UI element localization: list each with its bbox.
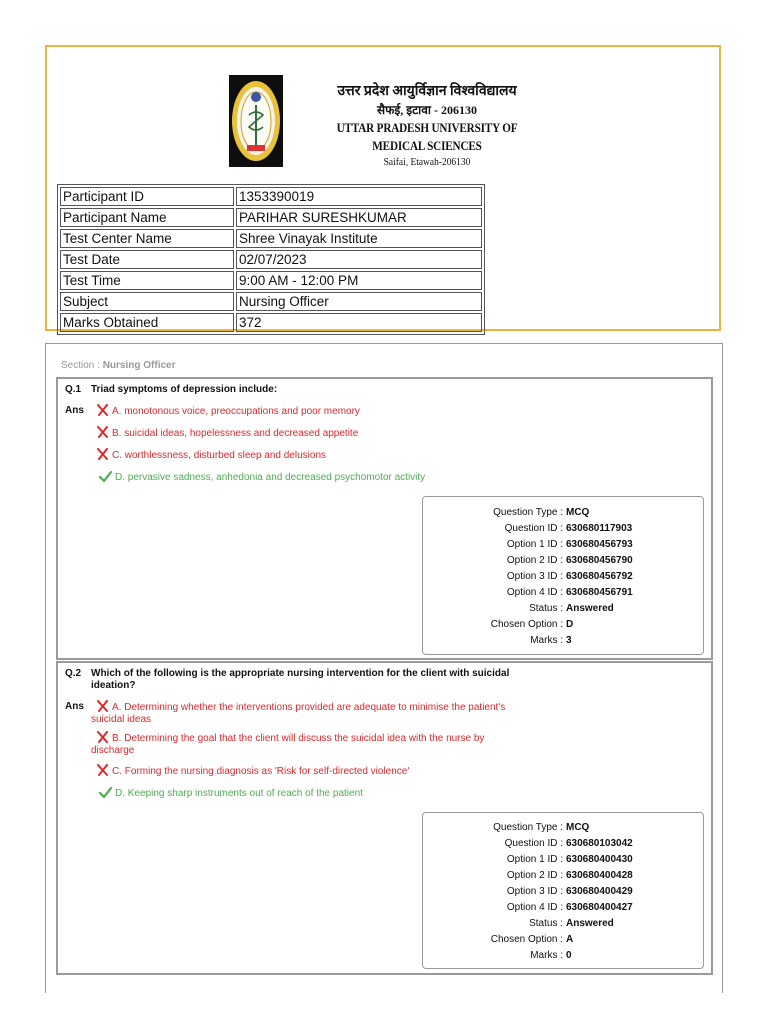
option-d [99, 470, 425, 484]
meta-label: Question Type : [493, 507, 563, 518]
meta-value: D [566, 619, 574, 630]
meta-row [423, 555, 703, 567]
meta-value: Answered [566, 918, 614, 929]
meta-label: Status : [529, 603, 563, 614]
question-number: Q.2 [65, 668, 82, 679]
meta-row [423, 854, 703, 866]
meta-row [423, 635, 703, 647]
meta-row [423, 950, 703, 962]
question-card-2 [56, 661, 713, 975]
section-label [61, 360, 176, 371]
option-a [96, 404, 360, 418]
info-label: Test Date [60, 250, 234, 269]
question-text: Which of the following is the appropriate nursing intervention for the client with suicidal ideation? [91, 668, 510, 691]
option-text: D. pervasive sadness, anhedonia and decreased psychomotor activity [115, 472, 426, 483]
option-c [96, 448, 326, 462]
meta-value: 630680456793 [566, 539, 633, 550]
meta-value: A [566, 934, 574, 945]
info-label: Marks Obtained [60, 313, 234, 332]
info-value: 02/07/2023 [236, 250, 482, 269]
meta-label: Status : [529, 918, 563, 929]
meta-row [423, 619, 703, 631]
meta-row [423, 886, 703, 898]
section-name: Nursing Officer [102, 360, 176, 371]
meta-value: 630680400429 [566, 886, 633, 897]
option-b [96, 426, 358, 440]
participant-info-table [57, 184, 485, 335]
info-label: Test Time [60, 271, 234, 290]
meta-label: Question Type : [493, 822, 563, 833]
meta-label: Chosen Option : [490, 619, 563, 630]
table-row [60, 229, 482, 248]
info-value: Nursing Officer [236, 292, 482, 311]
meta-row [423, 822, 703, 834]
info-value: 9:00 AM - 12:00 PM [236, 271, 482, 290]
meta-value: 630680400428 [566, 870, 633, 881]
option-text: A. Determining whether the interventions provided are adequate to minimise the patient's suicidal ideas [91, 702, 506, 725]
table-row [60, 292, 482, 311]
meta-row [423, 507, 703, 519]
meta-label: Option 3 ID : [506, 571, 563, 582]
meta-row [423, 603, 703, 615]
table-row [60, 208, 482, 227]
cross-icon [96, 426, 109, 438]
header-card [45, 45, 721, 331]
meta-value: 3 [566, 635, 572, 646]
cross-icon [96, 448, 109, 460]
meta-label: Option 1 ID : [506, 539, 563, 550]
option-c [96, 764, 409, 778]
option-b [91, 731, 521, 757]
ans-label: Ans [65, 701, 84, 712]
meta-label: Option 2 ID : [506, 870, 563, 881]
cross-icon [96, 731, 109, 743]
meta-row [423, 918, 703, 930]
meta-value: 630680400427 [566, 902, 633, 913]
info-value: 372 [236, 313, 482, 332]
meta-label: Option 3 ID : [506, 886, 563, 897]
university-english-address: Saifai, Etawah-206130 [383, 156, 471, 168]
info-label: Subject [60, 292, 234, 311]
meta-label: Option 4 ID : [506, 902, 563, 913]
meta-label: Question ID : [504, 838, 563, 849]
option-d [99, 786, 363, 800]
question-meta-box [422, 812, 704, 969]
meta-row [423, 934, 703, 946]
university-hindi-name: उत्तर प्रदेश आयुर्विज्ञान विश्वविद्यालय [337, 84, 517, 99]
option-text: B. Determining the goal that the client will discuss the suicidal idea with the nurse by discharge [91, 733, 485, 756]
meta-row [423, 870, 703, 882]
meta-label: Marks : [530, 635, 563, 646]
meta-row [423, 902, 703, 914]
meta-value: 630680400430 [566, 854, 633, 865]
info-value: PARIHAR SURESHKUMAR [236, 208, 482, 227]
university-english-name: UTTAR PRADESH UNIVERSITY OF MEDICAL SCIENCES [336, 120, 518, 153]
meta-label: Option 4 ID : [506, 587, 563, 598]
meta-label: Marks : [530, 950, 563, 961]
check-icon [99, 470, 112, 482]
option-text: A. monotonous voice, preoccupations and poor memory [112, 406, 360, 417]
meta-row [423, 571, 703, 583]
question-card-1 [56, 377, 713, 660]
university-hindi-address: सैफई, इटावा - 206130 [376, 103, 478, 117]
meta-value: 0 [566, 950, 572, 961]
cross-icon [96, 764, 109, 776]
info-label: Participant Name [60, 208, 234, 227]
meta-value: 630680456791 [566, 587, 633, 598]
table-row [60, 187, 482, 206]
university-heading [297, 83, 557, 169]
meta-value: 630680456790 [566, 555, 633, 566]
option-text: C. worthlessness, disturbed sleep and delusions [112, 450, 327, 461]
question-text: Triad symptoms of depression include: [91, 384, 278, 395]
section-container [45, 343, 723, 993]
cross-icon [96, 404, 109, 416]
table-row [60, 271, 482, 290]
meta-value: 630680117903 [566, 523, 633, 534]
meta-row [423, 523, 703, 535]
info-value: 1353390019 [236, 187, 482, 206]
option-text: C. Forming the nursing diagnosis as 'Risk for self-directed violence' [112, 766, 410, 777]
meta-label: Option 1 ID : [506, 854, 563, 865]
meta-label: Option 2 ID : [506, 555, 563, 566]
table-row [60, 250, 482, 269]
university-seal-icon [229, 75, 283, 167]
meta-label: Chosen Option : [490, 934, 563, 945]
info-value: Shree Vinayak Institute [236, 229, 482, 248]
meta-value: MCQ [566, 822, 590, 833]
question-number: Q.1 [65, 384, 82, 395]
option-a [91, 700, 521, 726]
info-label: Test Center Name [60, 229, 234, 248]
option-text: D. Keeping sharp instruments out of reach of the patient [115, 788, 363, 799]
meta-row [423, 838, 703, 850]
option-text: B. suicidal ideas, hopelessness and decreased appetite [112, 428, 359, 439]
check-icon [99, 786, 112, 798]
meta-label: Question ID : [504, 523, 563, 534]
meta-value: MCQ [566, 507, 590, 518]
ans-label: Ans [65, 405, 84, 416]
meta-value: 630680103042 [566, 838, 633, 849]
meta-value: 630680456792 [566, 571, 633, 582]
meta-value: Answered [566, 603, 614, 614]
info-label: Participant ID [60, 187, 234, 206]
table-row [60, 313, 482, 332]
section-prefix: Section : [61, 360, 103, 371]
meta-row [423, 539, 703, 551]
question-meta-box [422, 496, 704, 655]
cross-icon [96, 700, 109, 712]
meta-row [423, 587, 703, 599]
